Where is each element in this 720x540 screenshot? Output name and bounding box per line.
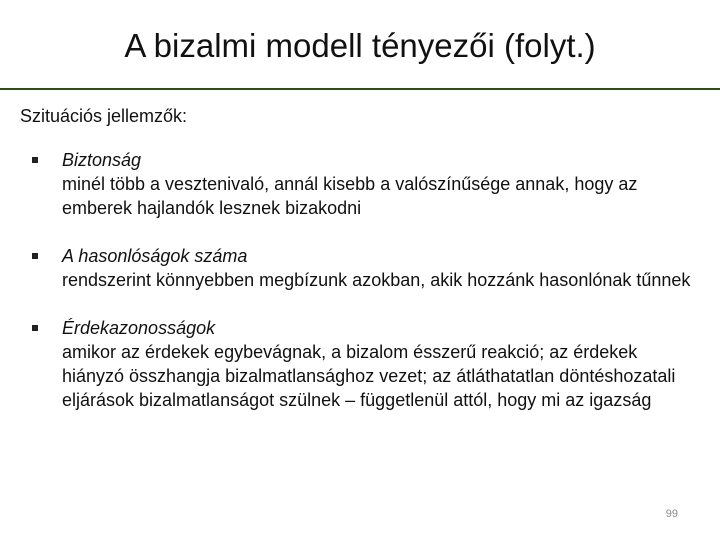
bullet-body: minél több a vesztenivaló, annál kisebb a valószínűsége annak, hogy az emberek hajlandók lesznek bizakodni (62, 174, 638, 218)
bullet-heading: Biztonság (62, 150, 142, 170)
square-bullet-icon (32, 157, 38, 163)
bullet-body: amikor az érdekek egybevágnak, a bizalom ésszerű reakció; az érdekek hiányzó összhangja bizalmatlansághoz vezet; az átláthatatlan döntéshozatali eljárások bizalmatlanságot szülnek – függetlenül attól, hogy mi az igazság (62, 342, 676, 410)
intro-text: Szituációs jellemzők: (20, 106, 188, 126)
bullet-item-hasonlosagok (28, 244, 698, 292)
slide-title: A bizalmi modell tényezői (folyt.) (124, 27, 596, 64)
square-bullet-icon (32, 253, 38, 259)
bullet-heading: A hasonlóságok száma (62, 246, 248, 266)
bullet-list (28, 148, 698, 412)
bullet-body: rendszerint könnyebben megbízunk azokban, akik hozzánk hasonlónak tűnnek (62, 270, 691, 290)
page-number: 99 (665, 508, 678, 520)
square-bullet-icon (32, 325, 38, 331)
bullet-item-biztonsag (28, 148, 698, 220)
bullet-heading: Érdekazonosságok (62, 318, 216, 338)
bullet-item-erdekazonossagok (28, 316, 698, 412)
title-divider (0, 88, 720, 90)
